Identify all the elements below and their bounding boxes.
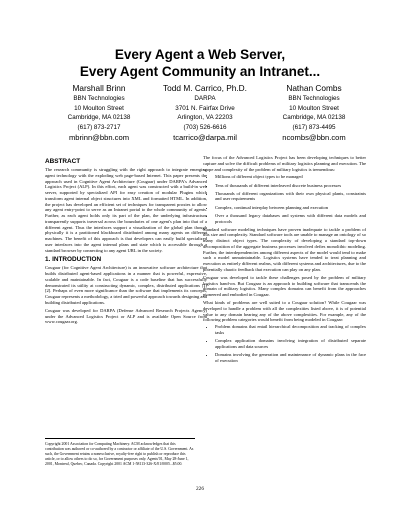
problem-category-list (203, 324, 366, 363)
author-street: 3701 N. Fairfax Drive (175, 104, 235, 112)
author-email[interactable]: mbrinn@bbn.com (68, 133, 130, 143)
author-city: Cambridge, MA 02138 (282, 114, 346, 122)
author-org: DARPA (194, 95, 216, 102)
author-org: BBN Technologies (73, 95, 125, 102)
author-street: 10 Moulton Street (74, 104, 124, 112)
list-item: • Thousands of different organizations with their own physical plants, constraints and user requirements (215, 191, 366, 203)
author-city: Arlington, VA 22203 (177, 114, 233, 122)
body-paragraph-4: What kinds of problems are well suited to a Cougaar solution? While Cougaar was developed to handle a problem with all the complexities listed above, it is of potential value to any domain bearing any of the above complexities. For example, any of the following problem categories would benefit from being modeled in Cougaar: (203, 300, 366, 323)
author-phone: (617) 873-4495 (292, 123, 336, 131)
intro-paragraph-2: Cougaar was developed for DARPA (Defense Advanced Research Projects Agency) under the Advanced Logistics Project or ALP and is available Open Source from www.cougaar.org. (45, 307, 207, 325)
body-paragraph-3: Cougaar was developed to tackle these challenges posed by the problem of military logistics hand-on. But Cougaar is an approach to building software that transcends the domain of military logistics. Many complex domains can benefit from the approaches pioneered and embodied in Cougaar. (203, 274, 366, 298)
author-email[interactable]: tcarrico@darpa.mil (173, 133, 237, 143)
paper-title-line-2: Every Agent Community an Intranet... (79, 64, 321, 79)
paper-title-line-1: Every Agent a Web Server, (114, 47, 286, 62)
author-phone: (703) 526-6616 (183, 123, 227, 131)
author-name: Todd M. Carrico, Ph.D. (163, 83, 247, 93)
author-city: Cambridge, MA 02138 (67, 114, 131, 122)
body-paragraph-1: The focus of the Advanced Logistics Project has been developing techniques to better capture and solve the difficult problems of military logistics planning and execution. The scope and complexity of the problem of military logistics is tremendous: (203, 155, 366, 172)
list-item: • Complex, continual interplay between planning and execution (215, 205, 366, 211)
body-paragraph-2: Standard software modeling techniques have proven inadequate to tackle a problem of this size and complexity. Standard software tools are unable to manage an ontology of so many distinct object types. The complexity of developing a standard top-down decomposition of the aggregate business processes involved defies monolithic modeling. Further, the interdependencies among different aspects of the model would tend to make such a model unmaintainable. Logistics systems have tended to treat planning and execution as entirely different realms, with different systems and architectures, due to the potentially chaotic feedback that execution can play on any plan. (203, 226, 366, 272)
author-block (0, 83, 400, 153)
left-column (45, 155, 207, 327)
complexity-list (203, 174, 366, 224)
list-item: • Tens of thousands of different interleaved discrete business processes (215, 183, 366, 189)
list-item: • Over a thousand legacy databases and systems with different data models and protocols (215, 213, 366, 225)
author-email[interactable]: ncombs@bbn.com (282, 133, 346, 143)
intro-paragraph-1: Cougaar (for Cognitive Agent Architecture) is an innovative software architecture that builds distributed agent-based applications in a manner that is powerful, expressive, scalable and maintainable. In fact, Cougaar is a code baseline that has successfully demonstrated its utility at constructing dynamic, complex, distributed applications [1][2]. Perhaps of even more significance than the software that implements its concepts, Cougaar represents a methodology, a tried and powerful approach towards designing and building distributed applications. (45, 265, 207, 305)
abstract-heading: ABSTRACT (45, 158, 81, 165)
page-number: 226 (196, 486, 204, 492)
right-column (203, 155, 366, 366)
author-3 (249, 83, 379, 144)
list-item: • Complex application domains involving integration of distributed separate applications and data sources (215, 338, 366, 350)
author-name: Marshall Brinn (72, 83, 126, 93)
author-org: BBN Technologies (288, 95, 340, 102)
list-item: • Domains involving the generation and maintenance of dynamic plans in the face of execution (215, 352, 366, 364)
author-phone: (617) 873-2717 (77, 123, 121, 131)
introduction-heading: 1. INTRODUCTION (45, 256, 102, 264)
list-item: • Millions of different object types to be managed (215, 174, 366, 180)
author-street: 10 Moulton Street (289, 104, 339, 112)
copyright-notice: Copyright 2001 Association for Computing Machinery. ACM acknowledges that this contribution was authored or co-authored by a contractor or affiliate of the U.S. Government. As such, the Government retains a nonexclusive, royalty-free right to publish or reproduce this article, or to allow others to do so, for Government purposes only. Agents'01, May 28-June 1, 2001, Montreal, Quebec, Canada. Copyright 2001 ACM 1-58113-326-X/01/0005...$5.00. (45, 438, 195, 467)
author-name: Nathan Combs (286, 83, 342, 93)
abstract-text: The research community is struggling with the right approach to integrate emerging agent technology with the exploding web page-based Internet. This paper presents the approach used in Cognitive Agent Architecture (Cougaar) under DARPA's Advanced Logistics Project (ALP). In this effort, each agent was constructed with a build-in web server, supported by specialized API for easy creation of modular Plugins which transform agent internal object structures into XML and formatted HTML. In addition, the project has developed an efficient set of techniques for transparent proxies to allow any agent entry-point to serve as an Intranet portal to the whole community of agents. Further, as each agent holds only its part of the plan, the underlying infrastructure transparently supports traversal across the boundaries of one agent's plan into that of a different agent. Thus the interfaces support a visualization of the global plan though physically it is a partitioned blackboard distributed among many agents on different machines. The benefit of this approach is that developers can easily build specialized user interfaces into the agent internal plans and state which is accessible through a standard browser by connecting to any agent URL in the society. (45, 167, 207, 253)
list-item: • Problem domains that entail hierarchical decomposition and tracking of complex tasks (215, 324, 366, 336)
